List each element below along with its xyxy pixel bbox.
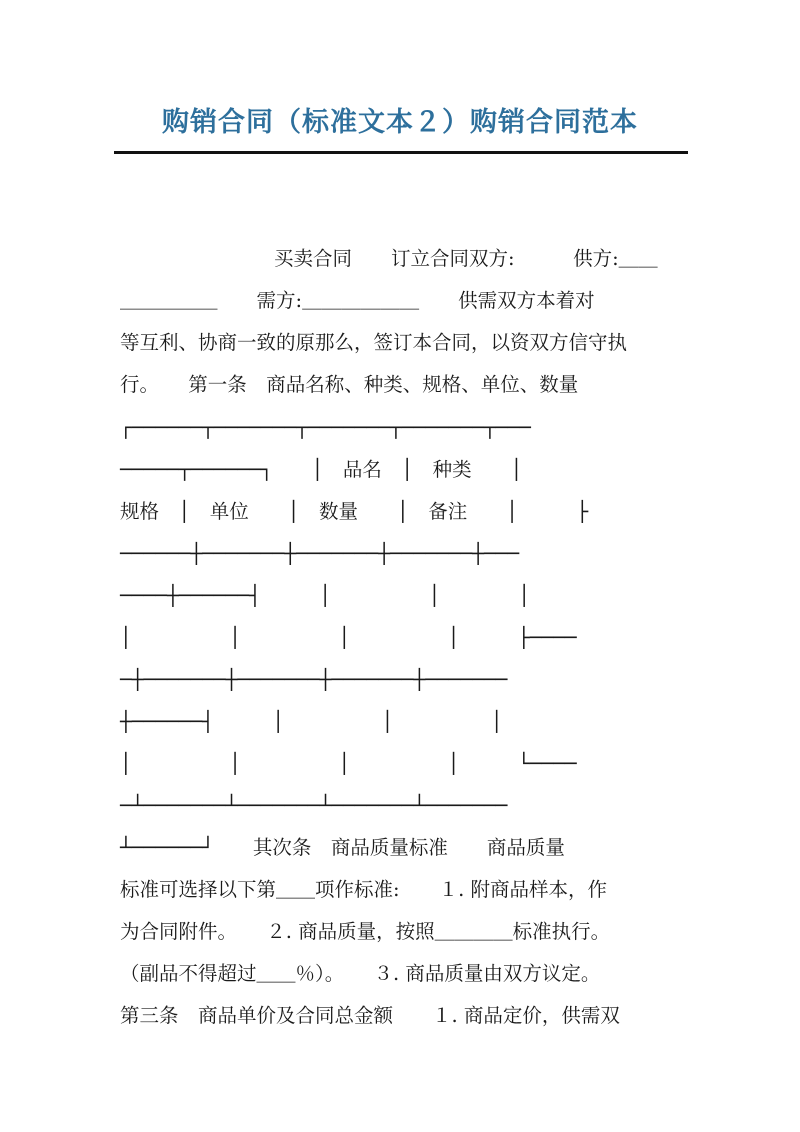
body-line: ────┼──────┤ │ │ │ (120, 584, 531, 607)
body-line: ┼──────┤ │ │ │ (120, 710, 503, 733)
body-line: ──────┼───────┼───────┼───────┼─── (120, 542, 520, 565)
body-line: ─┴───────┴───────┴───────┴─────── (120, 794, 508, 817)
body-line: 第三条 商品单价及合同总金额 １. 商品定价，供需双 (120, 1004, 620, 1027)
document-title: 购销合同（标准文本２）购销合同范本 (162, 107, 638, 138)
body-line: ┴──────┘ 其次条 商品质量标准 商品质量 (120, 836, 565, 859)
body-line: 买卖合同 订立合同双方: 供方:＿＿ (274, 247, 658, 270)
body-line: ─┼───────┼───────┼───────┼─────── (120, 668, 508, 691)
body-line: │ │ │ │ ├──── (120, 626, 577, 649)
body-line: 为合同附件。 ２. 商品质量，按照＿＿＿＿标准执行。 (120, 920, 611, 943)
body-line: 等互利、协商一致的原那么，签订本合同，以资双方信守执 (120, 331, 628, 354)
body-line: ┌──────┬───────┬───────┬───────┬─── (120, 416, 531, 439)
body-line: （副品不得超过＿＿％）。 ３. 商品质量由双方议定。 (120, 962, 601, 985)
body-line: 行。 第一条 商品名称、种类、规格、单位、数量 (120, 373, 579, 396)
title-underline (114, 151, 688, 154)
body-line: ＿＿＿＿＿ 需方:＿＿＿＿＿＿ 供需双方本着对 (120, 289, 595, 312)
body-line: │ │ │ │ └──── (120, 752, 577, 775)
body-line: 标准可选择以下第＿＿项作标准: １. 附商品样本，作 (120, 878, 607, 901)
body-line: ─────┬──────┐ │ 品名 │ 种类 │ (120, 458, 523, 481)
body-line: 规格 │ 单位 │ 数量 │ 备注 │ ├ (120, 500, 589, 523)
